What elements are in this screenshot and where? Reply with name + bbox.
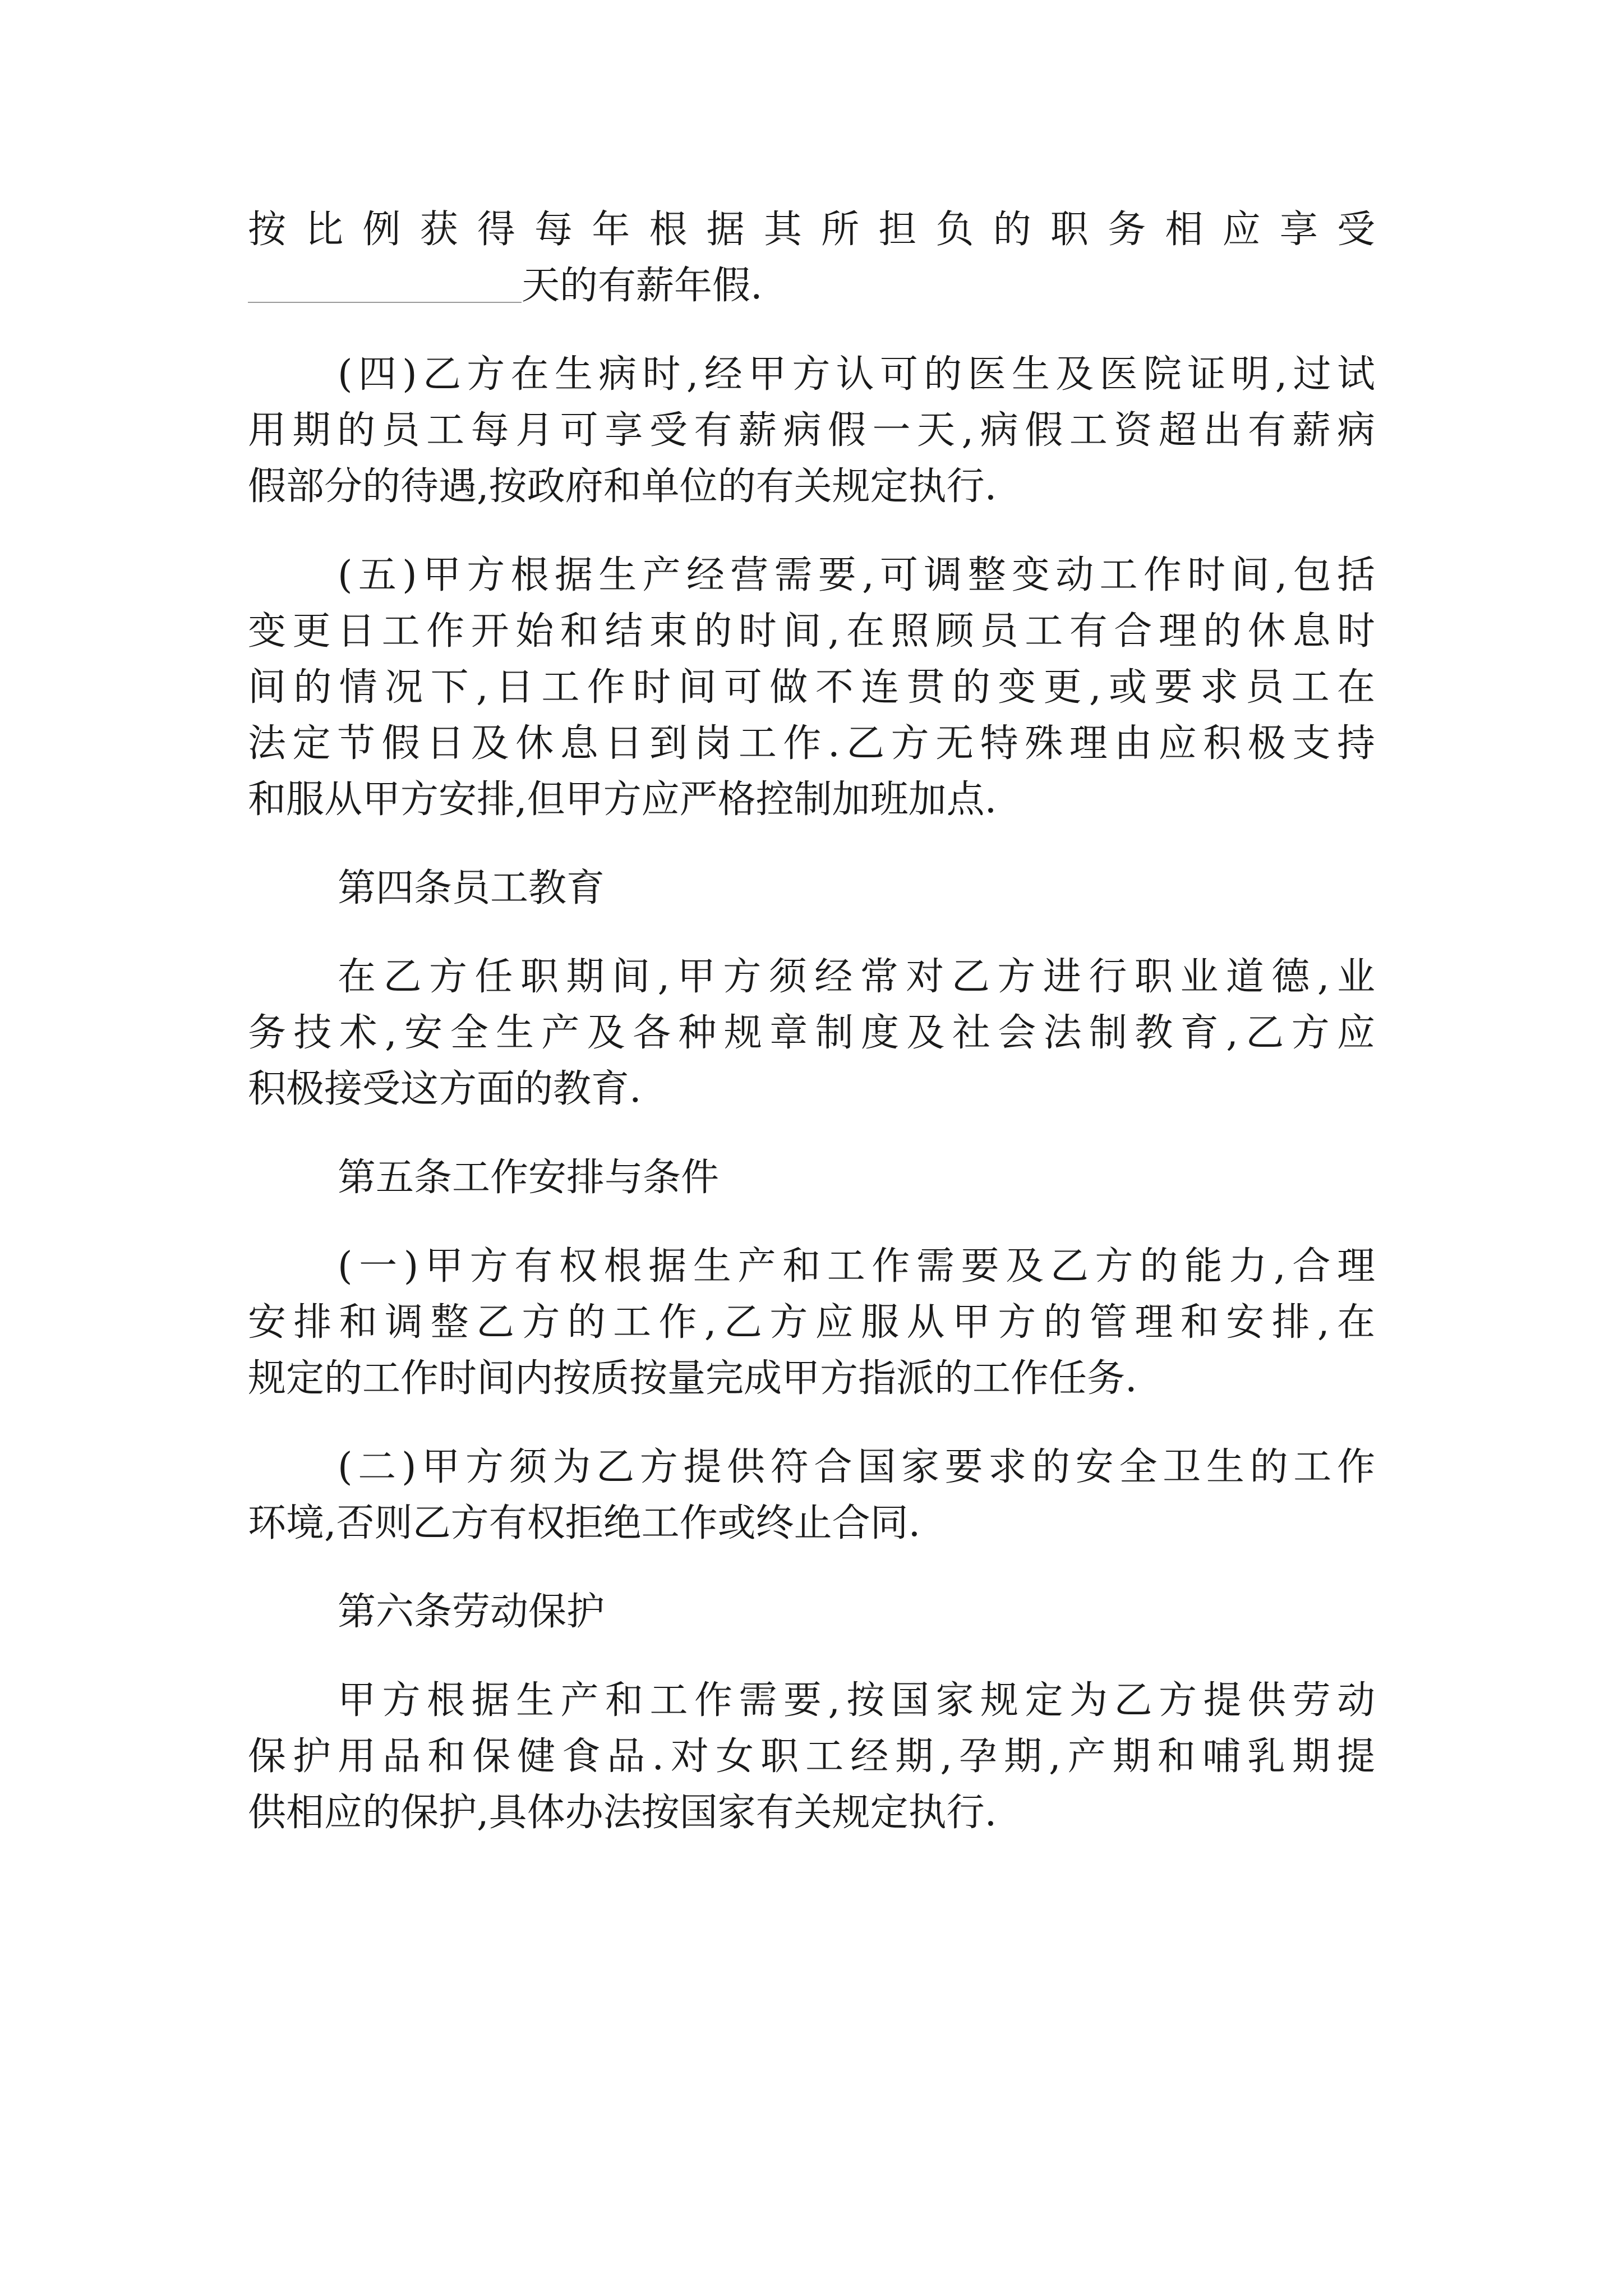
text-line: 在乙方任职期间,甲方须经常对乙方进行职业道德,业 bbox=[338, 955, 1375, 999]
text-line: 变更日工作开始和结束的时间,在照顾员工有合理的休息时 bbox=[248, 609, 1375, 654]
paragraph-education bbox=[248, 949, 1375, 1117]
text-line: 和服从甲方安排,但甲方应严格控制加班加点. bbox=[248, 777, 997, 822]
article-heading-work-arrangement: 第五条工作安排与条件 bbox=[338, 1156, 720, 1200]
article-heading-labor-protection: 第六条劳动保护 bbox=[338, 1590, 605, 1634]
text-fragment: 天的有薪年假. bbox=[522, 264, 763, 308]
text-line bbox=[248, 258, 1375, 314]
text-line: 供相应的保护,具体办法按国家有关规定执行. bbox=[248, 1791, 997, 1835]
text-line: 环境,否则乙方有权拒绝工作或终止合同. bbox=[248, 1501, 921, 1545]
text-line: 规定的工作时间内按质按量完成甲方指派的工作任务. bbox=[248, 1356, 1137, 1401]
paragraph-work-time-adjustment bbox=[248, 547, 1375, 828]
text-line: (二)甲方须为乙方提供符合国家要求的安全卫生的工作 bbox=[338, 1445, 1375, 1489]
text-line: 积极接受这方面的教育. bbox=[248, 1067, 642, 1111]
paragraph-work-assignment bbox=[248, 1239, 1375, 1407]
text-line: (一)甲方有权根据生产和工作需要及乙方的能力,合理 bbox=[338, 1244, 1375, 1289]
paragraph-annual-leave bbox=[248, 202, 1375, 314]
article-heading-education: 第四条员工教育 bbox=[338, 866, 605, 910]
text-line: 保护用品和保健食品.对女职工经期,孕期,产期和哺乳期提 bbox=[248, 1734, 1375, 1779]
text-line: 按比例获得每年根据其所担负的职务相应享受 bbox=[248, 208, 1375, 252]
paragraph-work-environment bbox=[248, 1439, 1375, 1552]
fill-in-blank bbox=[248, 266, 522, 303]
text-line: 法定节假日及休息日到岗工作.乙方无特殊理由应积极支持 bbox=[248, 721, 1375, 766]
paragraph-labor-protection bbox=[248, 1673, 1375, 1841]
text-line: 务技术,安全生产及各种规章制度及社会法制教育,乙方应 bbox=[248, 1011, 1375, 1055]
text-line: (四)乙方在生病时,经甲方认可的医生及医院证明,过试 bbox=[338, 352, 1375, 397]
text-line: 间的情况下,日工作时间可做不连贯的变更,或要求员工在 bbox=[248, 665, 1375, 710]
paragraph-sick-leave bbox=[248, 347, 1375, 515]
text-line: 安排和调整乙方的工作,乙方应服从甲方的管理和安排,在 bbox=[248, 1300, 1375, 1345]
text-line: (五)甲方根据生产经营需要,可调整变动工作时间,包括 bbox=[338, 553, 1375, 597]
text-line: 假部分的待遇,按政府和单位的有关规定执行. bbox=[248, 464, 997, 509]
text-line: 甲方根据生产和工作需要,按国家规定为乙方提供劳动 bbox=[338, 1678, 1375, 1723]
text-line: 用期的员工每月可享受有薪病假一天,病假工资超出有薪病 bbox=[248, 408, 1375, 453]
document-body bbox=[248, 202, 1375, 1841]
